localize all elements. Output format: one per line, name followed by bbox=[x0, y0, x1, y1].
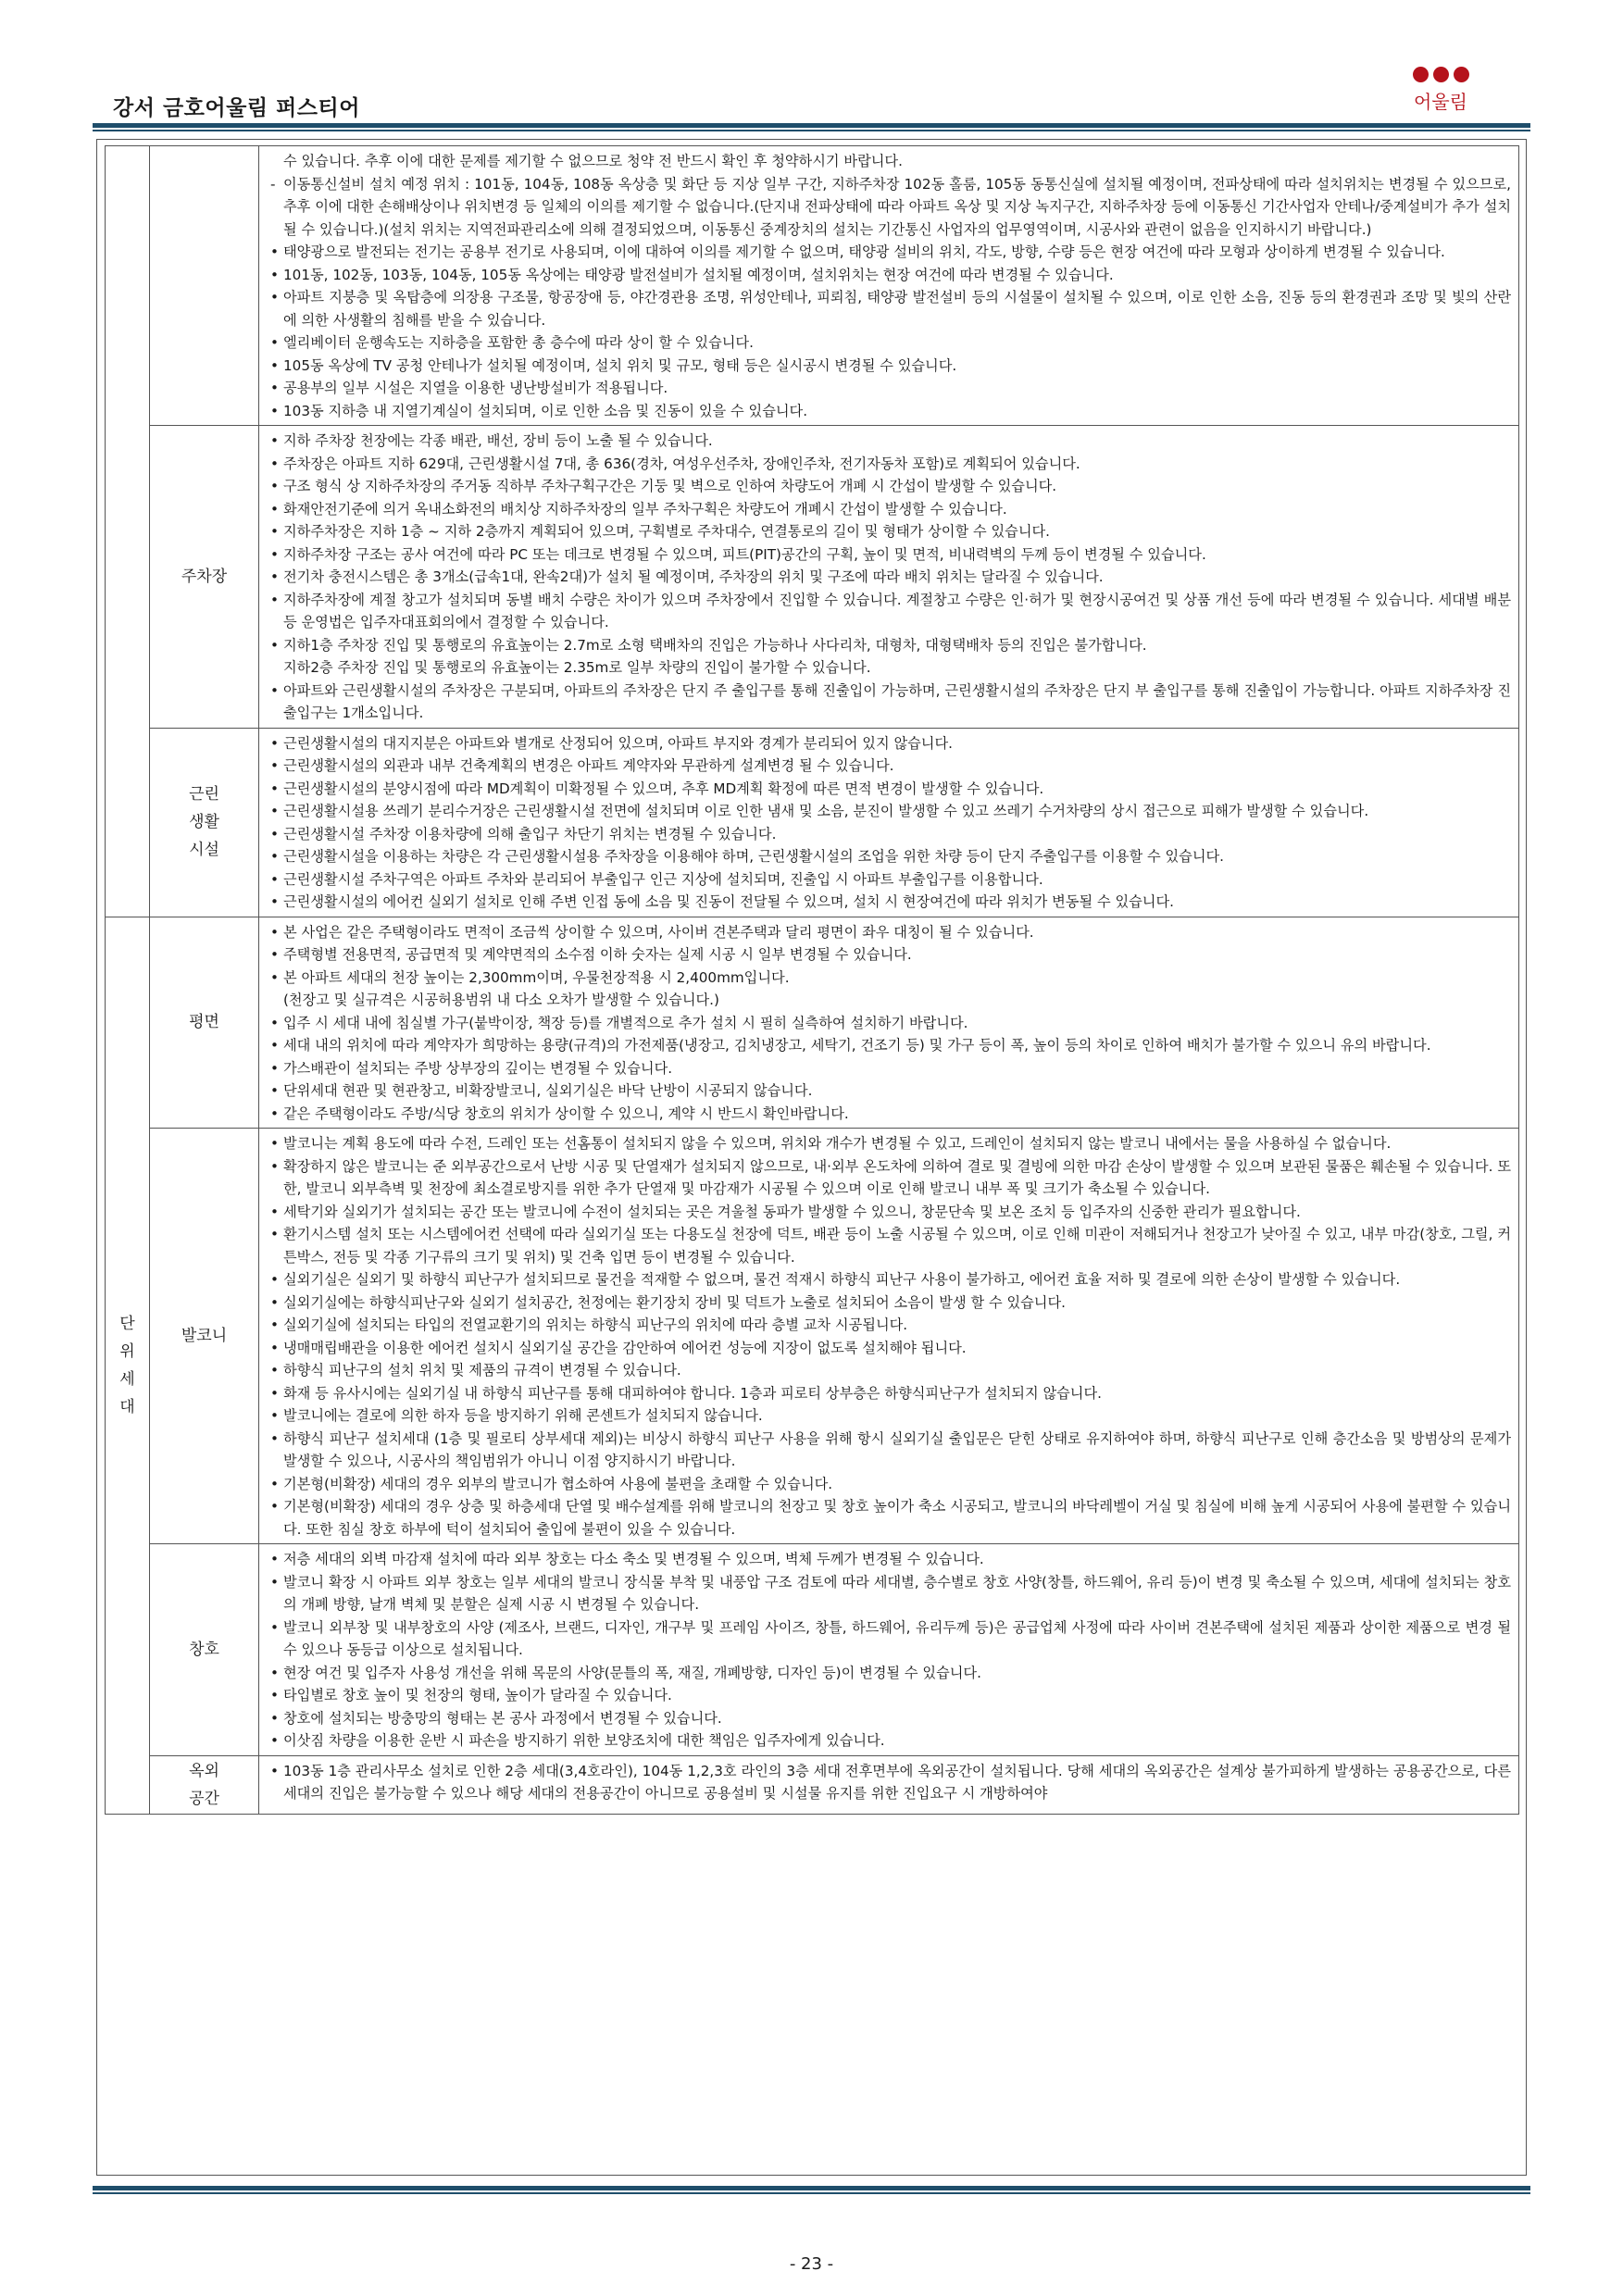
notice-item: • 101동, 102동, 103동, 104동, 105동 옥상에는 태양광 발전설비가 설치될 예정이며, 설치위치는 현장 여건에 따라 변경될 수 있습니다. bbox=[270, 264, 1511, 287]
header-rule-thin bbox=[93, 130, 1530, 131]
notice-row bbox=[106, 728, 1519, 917]
notice-item: • 전기차 충전시스템은 총 3개소(급속1대, 완속2대)가 설치 될 예정이며, 주차장의 위치 및 구조에 따라 배치 위치는 달라질 수 있습니다. bbox=[270, 566, 1511, 589]
brand-logo bbox=[1408, 67, 1473, 122]
notice-list bbox=[270, 1132, 1511, 1541]
notice-content bbox=[259, 1755, 1519, 1814]
notice-content bbox=[259, 146, 1519, 426]
category-label-line: 옥외 bbox=[189, 1761, 219, 1780]
notice-item: • 세탁기와 실외기가 설치되는 공간 또는 발코니에 수전이 설치되는 곳은 겨울철 동파가 발생할 수 있으니, 창문단속 및 보온 조치 등 입주자의 신중한 관리가 필요합니다. bbox=[270, 1201, 1511, 1224]
notice-item: • 현장 여건 및 입주자 사용성 개선을 위해 목문의 사양(문틀의 폭, 재질, 개폐방향, 디자인 등)이 변경될 수 있습니다. bbox=[270, 1662, 1511, 1685]
notice-row bbox=[106, 917, 1519, 1129]
notice-item: - 이동통신설비 설치 예정 위치 : 101동, 104동, 108동 옥상층 및 화단 등 지상 일부 구간, 지하주차장 102동 홀룸, 105동 동통신실에 설치될 예정이며, 전파상태에 따라 설치위치는 변경될 수 있으므로, 추후 이에 대한 손해배상이나 위치변경 등 일체의 이의를 제기할 수 없습니다.(단지내 전파상태에 따라 아파트 옥상 및 지상 녹지구간, 지하주차장 등에 이동통신 기간사업자 안테나/중계설비가 추가 설치될 수 있습니다.)(설치 위치는 지역전파관리소에 의해 결정되었으며, 이동통신 중계장치의 설치는 기간통신 사업자의 업무영역이며, 시공사와 관련이 없음을 인지하시기 바랍니다.) bbox=[270, 173, 1511, 242]
notice-item: • 실외기실에 설치되는 타입의 전열교환기의 위치는 하향식 피난구의 위치에 따라 층별 교차 시공됩니다. bbox=[270, 1314, 1511, 1337]
notice-row bbox=[106, 426, 1519, 729]
category-label-line: 평면 bbox=[189, 1013, 219, 1032]
notice-item: • 103동 1층 관리사무소 설치로 인한 2층 세대(3,4호라인), 104동 1,2,3호 라인의 3층 세대 전후면부에 옥외공간이 설치됩니다. 당해 세대의 옥외공간은 설계상 불가피하게 발생하는 공용공간으로, 다른 세대의 진입은 불가능할 수 있으나 해당 세대의 전용공간이 아니므로 공용설비 및 시설물 유지를 위한 진입요구 시 개방하여야 bbox=[270, 1760, 1511, 1805]
notice-content bbox=[259, 426, 1519, 729]
notice-item: • 근린생활시설용 쓰레기 분리수거장은 근린생활시설 전면에 설치되며 이로 인한 냄새 및 소음, 분진이 발생할 수 있고 쓰레기 수거차량의 상시 접근으로 피해가 발생할 수 있습니다. bbox=[270, 800, 1511, 823]
notice-item: • 환기시스템 설치 또는 시스템에어컨 선택에 따라 실외기실 또는 다용도실 천장에 덕트, 배관 등이 노출 시공될 수 있으며, 이로 인해 미관이 저해되거나 천장고가 낮아질 수 있고, 내부 마감(창호, 그릴, 커튼박스, 전등 및 각종 기구류의 크기 및 위치) 및 건축 입면 등이 변경될 수 있습니다. bbox=[270, 1223, 1511, 1268]
category-label-line: 공간 bbox=[189, 1789, 219, 1808]
document-title: 강서 금호어울림 퍼스티어 bbox=[113, 96, 360, 120]
group-label-char: 단 bbox=[119, 1314, 135, 1333]
notice-list bbox=[270, 732, 1511, 914]
notice-item: (천장고 및 실규격은 시공허용범위 내 다소 오차가 발생할 수 있습니다.) bbox=[283, 992, 719, 1008]
group-label-char: 세 bbox=[119, 1369, 135, 1389]
category-label bbox=[150, 426, 259, 729]
notice-item: • 확장하지 않은 발코니는 준 외부공간으로서 난방 시공 및 단열재가 설치되지 않으므로, 내·외부 온도차에 의하여 결로 및 결빙에 의한 마감 손상이 발생할 수 있으며 보관된 물품은 훼손될 수 있습니다. 또한, 발코니 외부측벽 및 천장에 최소결로방지를 위한 추가 단열재 및 마감재가 시공될 수 있으며 이로 인해 발코니 내부 폭 및 크기가 축소될 수 있습니다. bbox=[270, 1155, 1511, 1201]
notice-item: • 단위세대 현관 및 현관창고, 비확장발코니, 실외기실은 바닥 난방이 시공되지 않습니다. bbox=[270, 1079, 1511, 1103]
notice-row bbox=[106, 1129, 1519, 1544]
group-label-char: 대 bbox=[119, 1397, 135, 1416]
notice-item: • 발코니 확장 시 아파트 외부 창호는 일부 세대의 발코니 장식물 부착 및 내풍압 구조 검토에 따라 세대별, 층수별로 창호 사양(창틀, 하드웨어, 유리 등)이 변경 및 축소될 수 있으며, 세대에 설치되는 창호의 개폐 방향, 날개 벽체 및 분할은 실제 시공 시 변경될 수 있습니다. bbox=[270, 1571, 1511, 1616]
notice-item: • 하향식 피난구의 설치 위치 및 제품의 규격이 변경될 수 있습니다. bbox=[270, 1359, 1511, 1382]
notice-item: • 냉매매립배관을 이용한 에어컨 설치시 실외기실 공간을 감안하여 에어컨 성능에 지장이 없도록 설치해야 됩니다. bbox=[270, 1337, 1511, 1360]
notice-item: • 입주 시 세대 내에 침실별 가구(붙박이장, 책장 등)를 개별적으로 추가 설치 시 필히 실측하여 설치하기 바랍니다. bbox=[270, 1012, 1511, 1035]
notice-list bbox=[270, 1548, 1511, 1753]
category-label bbox=[150, 1544, 259, 1756]
notice-item: • 저층 세대의 외벽 마감재 설치에 따라 외부 창호는 다소 축소 및 변경될 수 있으며, 벽체 두께가 변경될 수 있습니다. bbox=[270, 1548, 1511, 1571]
category-label bbox=[150, 1129, 259, 1544]
category-label-line: 주차장 bbox=[181, 567, 228, 586]
notice-item: • 지하주차장은 지하 1층 ~ 지하 2층까지 계획되어 있으며, 구획별로 주차대수, 연결통로의 길이 및 형태가 상이할 수 있습니다. bbox=[270, 520, 1511, 543]
notice-item: • 근린생활시설의 분양시점에 따라 MD계획이 미확정될 수 있으며, 추후 MD계획 확정에 따른 면적 변경이 발생할 수 있습니다. bbox=[270, 778, 1511, 801]
category-label-line: 시설 bbox=[189, 841, 219, 859]
category-label-line: 근린 bbox=[189, 785, 219, 804]
notice-item: • 하향식 피난구 설치세대 (1층 및 필로티 상부세대 제외)는 비상시 하향식 피난구 사용을 위해 항시 실외기실 출입문은 닫힌 상태로 유지하여야 하며, 하향식 피난구로 인해 층간소음 및 방범상의 문제가 발생할 수 있으나, 시공사의 책임범위가 아니니 이점 양지하시기 바랍니다. bbox=[270, 1428, 1511, 1473]
notice-item: • 공용부의 일부 시설은 지열을 이용한 냉난방설비가 적용됩니다. bbox=[270, 377, 1511, 400]
group-label bbox=[106, 917, 150, 1814]
notice-item: • 본 아파트 세대의 천장 높이는 2,300mm이며, 우물천장적용 시 2,400mm입니다. bbox=[270, 967, 1511, 990]
notice-item: • 타입별로 창호 높이 및 천장의 형태, 높이가 달라질 수 있습니다. bbox=[270, 1684, 1511, 1707]
notice-item: • 발코니는 계획 용도에 따라 수전, 드레인 또는 선홈통이 설치되지 않을 수 있으며, 위치와 개수가 변경될 수 있고, 드레인이 설치되지 않는 발코니 내에서는 물을 사용하실 수 없습니다. bbox=[270, 1132, 1511, 1155]
category-label bbox=[150, 146, 259, 426]
notice-content bbox=[259, 917, 1519, 1129]
notice-item: • 105동 옥상에 TV 공청 안테나가 설치될 예정이며, 설치 위치 및 규모, 형태 등은 실시공시 변경될 수 있습니다. bbox=[270, 355, 1511, 378]
notice-item: • 주차장은 아파트 지하 629대, 근린생활시설 7대, 총 636(경차, 여성우선주차, 장애인주차, 전기자동차 포함)로 계획되어 있습니다. bbox=[270, 453, 1511, 476]
notice-item: • 발코니에는 결로에 의한 하자 등을 방지하기 위해 콘센트가 설치되지 않습니다. bbox=[270, 1404, 1511, 1428]
notice-item: • 근린생활시설을 이용하는 차량은 각 근린생활시설용 주차장을 이용해야 하며, 근린생활시설의 조업을 위한 차량 등이 단지 주출입구를 이용할 수 있습니다. bbox=[270, 845, 1511, 868]
notice-item: • 근린생활시설의 외관과 내부 건축계획의 변경은 아파트 계약자와 무관하게 설계변경 될 수 있습니다. bbox=[270, 755, 1511, 778]
notice-item: • 근린생활시설의 대지지분은 아파트와 별개로 산정되어 있으며, 아파트 부지와 경계가 분리되어 있지 않습니다. bbox=[270, 732, 1511, 755]
notice-item: • 창호에 설치되는 방충망의 형태는 본 공사 과정에서 변경될 수 있습니다. bbox=[270, 1707, 1511, 1730]
notice-item: • 화재 등 유사시에는 실외기실 내 하향식 피난구를 통해 대피하여야 합니다. 1층과 피로티 상부층은 하향식피난구가 설치되지 않습니다. bbox=[270, 1382, 1511, 1405]
notice-row bbox=[106, 1755, 1519, 1814]
notice-item: • 같은 주택형이라도 주방/식당 창호의 위치가 상이할 수 있으니, 계약 시 반드시 확인바랍니다. bbox=[270, 1103, 1511, 1126]
notice-item: • 주택형별 전용면적, 공급면적 및 계약면적의 소수점 이하 숫자는 실제 시공 시 일부 변경될 수 있습니다. bbox=[270, 943, 1511, 967]
notice-item: • 103동 지하층 내 지열기계실이 설치되며, 이로 인한 소음 및 진동이 있을 수 있습니다. bbox=[270, 400, 1511, 423]
notice-list bbox=[270, 1760, 1511, 1805]
notice-item: • 엘리베이터 운행속도는 지하층을 포함한 총 층수에 따라 상이 할 수 있습니다. bbox=[270, 331, 1511, 355]
footer-rule-thin bbox=[93, 2192, 1530, 2194]
notice-list bbox=[270, 150, 1511, 422]
notice-item: • 화재안전기준에 의거 옥내소화전의 배치상 지하주차장의 일부 주차구획은 차량도어 개폐시 간섭이 발생할 수 있습니다. bbox=[270, 498, 1511, 521]
category-label bbox=[150, 1755, 259, 1814]
notice-item: • 이삿짐 차량을 이용한 운반 시 파손을 방지하기 위한 보양조치에 대한 책임은 입주자에게 있습니다. bbox=[270, 1729, 1511, 1753]
category-label-line: 창호 bbox=[189, 1640, 219, 1659]
footer-rule bbox=[93, 2186, 1530, 2190]
notice-item: • 본 사업은 같은 주택형이라도 면적이 조금씩 상이할 수 있으며, 사이버 견본주택과 달리 평면이 좌우 대칭이 될 수 있습니다. bbox=[270, 921, 1511, 944]
group-label bbox=[106, 146, 150, 917]
notice-item: • 구조 형식 상 지하주차장의 주거동 직하부 주차구획구간은 기둥 및 벽으로 인하여 차량도어 개폐 시 간섭이 발생할 수 있습니다. bbox=[270, 475, 1511, 498]
notice-item: • 세대 내의 위치에 따라 계약자가 희망하는 용량(규격)의 가전제품(냉장고, 김치냉장고, 세탁기, 건조기 등) 및 가구 등이 폭, 높이 등의 차이로 인하여 배치가 불가할 수 있으니 유의 바랍니다. bbox=[270, 1034, 1511, 1057]
notice-list bbox=[270, 921, 1511, 1126]
logo-text: 어울림 bbox=[1414, 91, 1467, 113]
page-number: - 23 - bbox=[789, 2254, 834, 2274]
notice-content bbox=[259, 728, 1519, 917]
category-label-line: 발코니 bbox=[181, 1327, 228, 1345]
group-label-char: 위 bbox=[119, 1341, 135, 1361]
logo-dots-icon bbox=[1408, 67, 1473, 82]
notice-content bbox=[259, 1544, 1519, 1756]
category-label bbox=[150, 917, 259, 1129]
notice-item: • 지하주차장 구조는 공사 여건에 따라 PC 또는 데크로 변경될 수 있으며, 피트(PIT)공간의 구획, 높이 및 면적, 비내력벽의 두께 등이 변경될 수 있습니다. bbox=[270, 543, 1511, 567]
notice-item: • 태양광으로 발전되는 전기는 공용부 전기로 사용되며, 이에 대하여 이의를 제기할 수 없으며, 태양광 설비의 위치, 각도, 방향, 수량 등은 현장 여건에 따라 모형과 상이하게 변경될 수 있습니다. bbox=[270, 241, 1511, 264]
notice-row bbox=[106, 146, 1519, 426]
category-label-line: 생활 bbox=[189, 813, 219, 831]
notice-item: • 지하주차장에 계절 창고가 설치되며 동별 배치 수량은 차이가 있으며 주차장에서 진입할 수 있습니다. 계절창고 수량은 인·허가 및 현장시공여건 및 상품 개선 등에 따라 변경될 수 있습니다. 세대별 배분 등 운영법은 입주자대표회의에서 결정할 수 있습니다. bbox=[270, 589, 1511, 634]
notice-item: • 기본형(비확장) 세대의 경우 상층 및 하층세대 단열 및 배수설계를 위해 발코니의 천장고 및 창호 높이가 축소 시공되고, 발코니의 바닥레벨이 거실 및 침실에 비해 높게 시공되어 사용에 불편할 수 있습니다. 또한 침실 창호 하부에 턱이 설치되어 출입에 불편이 있을 수 있습니다. bbox=[270, 1495, 1511, 1541]
notice-item: • 지하1층 주차장 진입 및 통행로의 유효높이는 2.7m로 소형 택배차의 진입은 가능하나 사다리차, 대형차, 대형택배차 등의 진입은 불가합니다. bbox=[270, 634, 1511, 657]
notice-item: • 근린생활시설 주차장 이용차량에 의해 출입구 차단기 위치는 변경될 수 있습니다. bbox=[270, 823, 1511, 846]
notice-item: • 근린생활시설의 에어컨 실외기 설치로 인해 주변 인접 동에 소음 및 진동이 전달될 수 있으며, 설치 시 현장여건에 따라 위치가 변동될 수 있습니다. bbox=[270, 891, 1511, 914]
notice-item: • 가스배관이 설치되는 주방 상부장의 깊이는 변경될 수 있습니다. bbox=[270, 1057, 1511, 1080]
notice-item: • 근린생활시설 주차구역은 아파트 주차와 분리되어 부출입구 인근 지상에 설치되며, 진출입 시 아파트 부출입구를 이용합니다. bbox=[270, 868, 1511, 892]
notice-table bbox=[105, 145, 1519, 1815]
notice-item: • 발코니 외부창 및 내부창호의 사양 (제조사, 브랜드, 디자인, 개구부 및 프레임 사이즈, 창틀, 하드웨어, 유리두께 등)은 공급업체 사정에 따라 사이버 견본주택에 설치된 제품과 상이한 제품으로 변경 될 수 있으나 동등급 이상으로 설치됩니다. bbox=[270, 1616, 1511, 1662]
notice-item: 수 있습니다. 추후 이에 대한 문제를 제기할 수 없으므로 청약 전 반드시 확인 후 청약하시기 바랍니다. bbox=[283, 153, 903, 169]
category-label bbox=[150, 728, 259, 917]
header-rule bbox=[93, 123, 1530, 128]
notice-item: • 실외기실에는 하향식피난구와 실외기 설치공간, 천정에는 환기장치 장비 및 덕트가 노출로 설치되어 소음이 발생 할 수 있습니다. bbox=[270, 1292, 1511, 1315]
notice-item: • 지하 주차장 천장에는 각종 배관, 배선, 장비 등이 노출 될 수 있습니다. bbox=[270, 430, 1511, 453]
notice-item: 지하2층 주차장 진입 및 통행로의 유효높이는 2.35m로 일부 차량의 진입이 불가할 수 있습니다. bbox=[283, 659, 871, 676]
notice-item: • 아파트와 근린생활시설의 주차장은 구분되며, 아파트의 주차장은 단지 주 출입구를 통해 진출입이 가능하며, 근린생활시설의 주차장은 단지 부 출입구를 통해 진출입이 가능합니다. 아파트 지하주차장 진출입구는 1개소입니다. bbox=[270, 680, 1511, 725]
notice-item: • 기본형(비확장) 세대의 경우 외부의 발코니가 협소하여 사용에 불편을 초래할 수 있습니다. bbox=[270, 1473, 1511, 1496]
notice-item: • 실외기실은 실외기 및 하향식 피난구가 설치되므로 물건을 적재할 수 없으며, 물건 적재시 하향식 피난구 사용이 불가하고, 에어컨 효율 저하 및 결로에 의한 손상이 발생할 수 있습니다. bbox=[270, 1268, 1511, 1292]
notice-content bbox=[259, 1129, 1519, 1544]
notice-item: • 아파트 지붕층 및 옥탑층에 의장용 구조물, 항공장애 등, 야간경관용 조명, 위성안테나, 피뢰침, 태양광 발전설비 등의 시설물이 설치될 수 있으며, 이로 인한 소음, 진동 등의 환경권과 조망 및 빛의 산란에 의한 사생활의 침해를 받을 수 있습니다. bbox=[270, 286, 1511, 331]
notice-frame bbox=[96, 139, 1527, 2176]
notice-row bbox=[106, 1544, 1519, 1756]
notice-list bbox=[270, 430, 1511, 725]
